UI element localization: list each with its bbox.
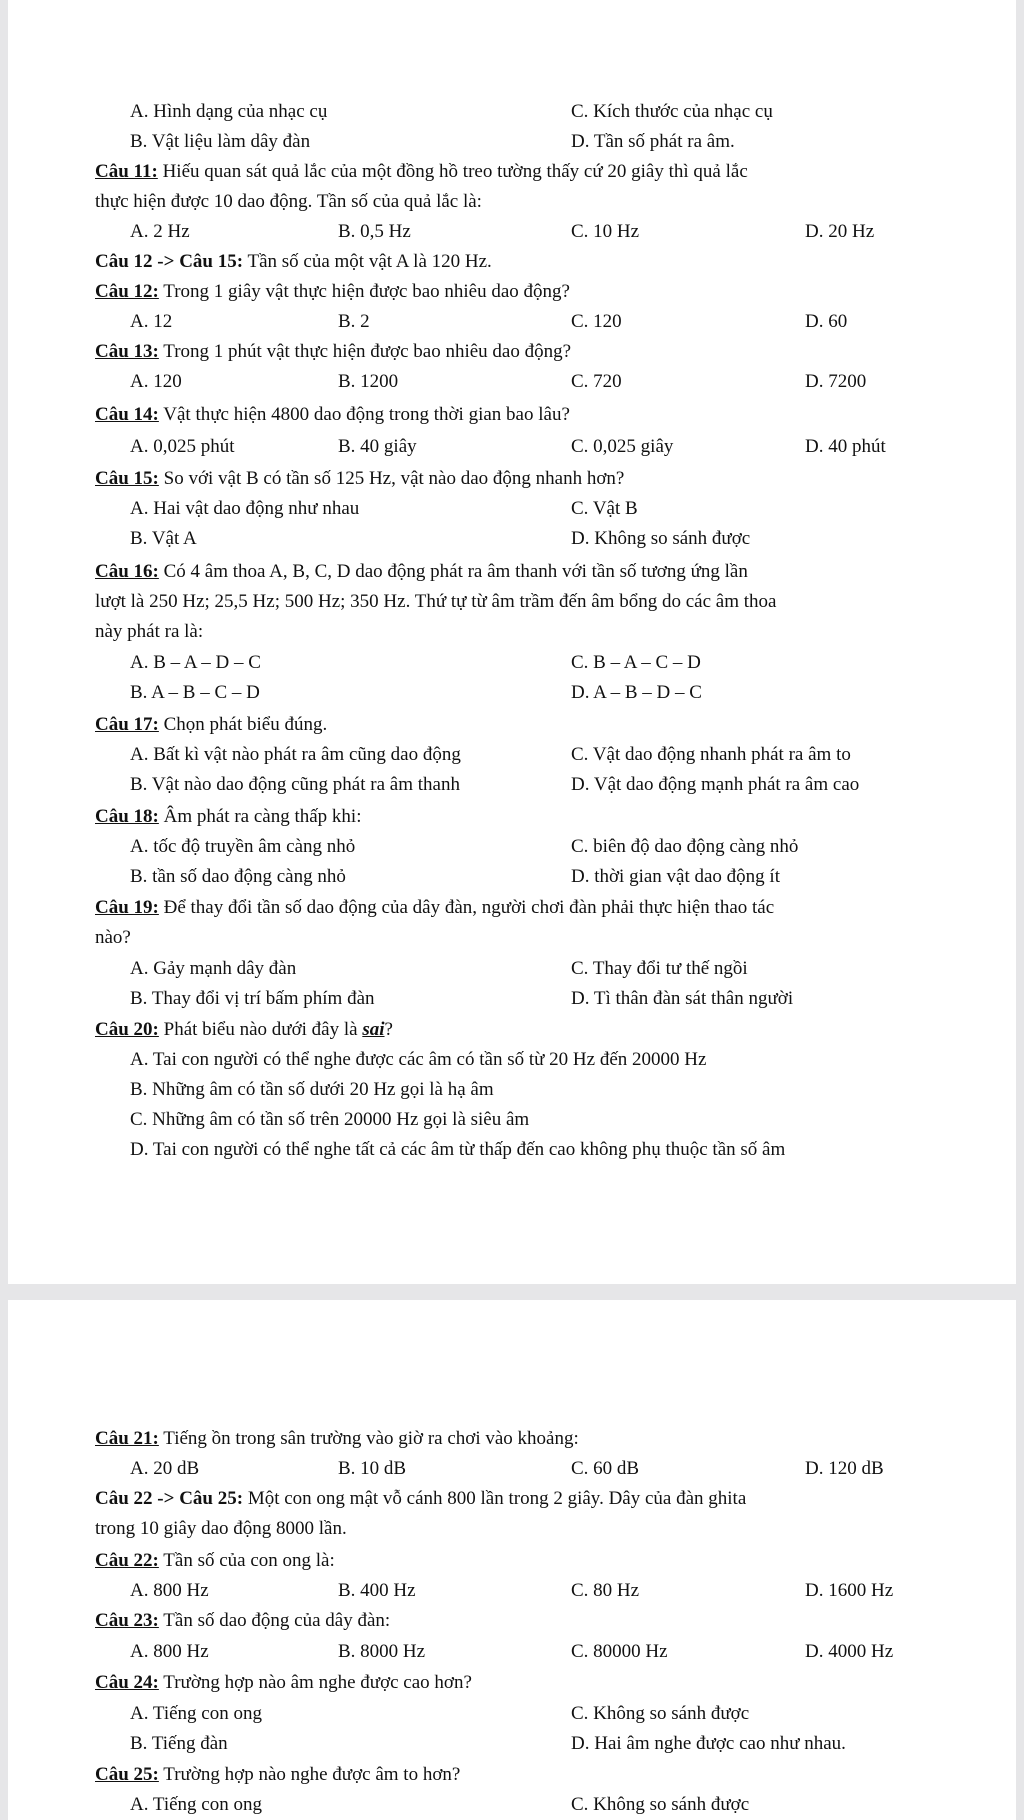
- option-c: C. Không so sánh được: [571, 1703, 750, 1724]
- option-row: [8, 1790, 1016, 1820]
- option-a: A. 20 dB: [130, 1458, 200, 1479]
- question-18: [8, 802, 1016, 832]
- option-b: B. Tiếng đàn: [130, 1733, 228, 1754]
- question-text-end: ?: [384, 1019, 393, 1040]
- option-d: D. thời gian vật dao động ít: [571, 866, 780, 887]
- option-b: B. 8000 Hz: [338, 1641, 426, 1662]
- option-row: [8, 1637, 1016, 1667]
- option-b: B. 1200: [338, 371, 399, 392]
- question-text: nào?: [95, 927, 131, 948]
- option-d: D. 40 phút: [805, 436, 886, 457]
- question-text: lượt là 250 Hz; 25,5 Hz; 500 Hz; 350 Hz. Thứ tự từ âm trầm đến âm bổng do các âm thoa: [95, 591, 777, 612]
- document-page-2: [8, 1300, 1016, 1820]
- option-d: D. Tai con người có thể nghe tất cả các âm từ thấp đến cao không phụ thuộc tần số âm: [130, 1139, 786, 1160]
- option-d: D. A – B – D – C: [571, 682, 702, 703]
- option-row: [8, 1576, 1016, 1606]
- question-text: Vật thực hiện 4800 dao động trong thời gian bao lâu?: [158, 404, 570, 425]
- question-text: Tần số dao động của dây đàn:: [158, 1610, 391, 1631]
- option-c: C. Những âm có tần số trên 20000 Hz gọi là siêu âm: [130, 1109, 530, 1130]
- option-row: [8, 832, 1016, 862]
- question-text-continued: [8, 617, 1016, 647]
- option-b: B. 400 Hz: [338, 1580, 416, 1601]
- question-text-continued: [8, 1514, 1016, 1544]
- option-row: [8, 862, 1016, 892]
- option-row: [8, 367, 1016, 397]
- option-row: [8, 770, 1016, 800]
- option-c: C. 120: [571, 311, 622, 332]
- option-c: C. Không so sánh được: [571, 1794, 750, 1815]
- option-a: A. 2 Hz: [130, 221, 190, 242]
- question-text: Trong 1 phút vật thực hiện được bao nhiêu dao động?: [158, 341, 572, 362]
- question-19: [8, 893, 1016, 923]
- question-text: này phát ra là:: [95, 621, 204, 642]
- option-row: [8, 678, 1016, 708]
- question-text: Để thay đổi tần số dao động của dây đàn, người chơi đàn phải thực hiện thao tác: [158, 897, 775, 918]
- option-row: [8, 1699, 1016, 1729]
- option-a: A. Bất kì vật nào phát ra âm cũng dao động: [130, 744, 461, 765]
- option-row: [8, 1075, 1016, 1105]
- option-row: [8, 217, 1016, 247]
- question-13: [8, 337, 1016, 367]
- option-row: [8, 1454, 1016, 1484]
- question-23: [8, 1606, 1016, 1636]
- option-c: C. Kích thước của nhạc cụ: [571, 101, 773, 122]
- option-d: D. 60: [805, 311, 848, 332]
- question-label: Câu 23:: [95, 1610, 159, 1631]
- question-text: So với vật B có tần số 125 Hz, vật nào dao động nhanh hơn?: [158, 468, 625, 489]
- question-label: Câu 19:: [95, 897, 159, 918]
- option-a: A. Hình dạng của nhạc cụ: [130, 101, 328, 122]
- option-a: A. 120: [130, 371, 182, 392]
- question-range-label: Câu 12 -> Câu 15:: [95, 251, 244, 272]
- question-17: [8, 710, 1016, 740]
- question-22: [8, 1546, 1016, 1576]
- option-row: [8, 97, 1016, 127]
- option-d: D. Vật dao động mạnh phát ra âm cao: [571, 774, 860, 795]
- question-text: Trường hợp nào âm nghe được cao hơn?: [158, 1672, 472, 1693]
- question-label: Câu 16:: [95, 561, 159, 582]
- question-text: Một con ong mật vỗ cánh 800 lần trong 2 giây. Dây của đàn ghita: [243, 1488, 747, 1509]
- option-c: C. 0,025 giây: [571, 436, 674, 457]
- question-label: Câu 13:: [95, 341, 159, 362]
- option-d: D. Không so sánh được: [571, 528, 751, 549]
- question-15: [8, 464, 1016, 494]
- option-row: [8, 307, 1016, 337]
- option-row: [8, 954, 1016, 984]
- option-b: B. 40 giây: [338, 436, 417, 457]
- question-label: Câu 14:: [95, 404, 159, 425]
- option-d: D. 4000 Hz: [805, 1641, 894, 1662]
- option-b: B. A – B – C – D: [130, 682, 260, 703]
- question-14: [8, 400, 1016, 430]
- option-b: B. Vật A: [130, 528, 197, 549]
- question-20: [8, 1015, 1016, 1045]
- question-label: Câu 20:: [95, 1019, 159, 1040]
- option-d: D. Tần số phát ra âm.: [571, 131, 735, 152]
- option-d: D. 1600 Hz: [805, 1580, 894, 1601]
- option-b: B. 0,5 Hz: [338, 221, 411, 242]
- question-11: [8, 157, 1016, 187]
- question-text: Chọn phát biểu đúng.: [158, 714, 328, 735]
- question-24: [8, 1668, 1016, 1698]
- option-b: B. tần số dao động càng nhỏ: [130, 866, 346, 887]
- option-a: A. 0,025 phút: [130, 436, 235, 457]
- question-text: Tần số của một vật A là 120 Hz.: [243, 251, 492, 272]
- option-a: A. Tiếng con ong: [130, 1703, 262, 1724]
- option-d: D. Tì thân đàn sát thân người: [571, 988, 794, 1009]
- option-c: C. Vật B: [571, 498, 638, 519]
- option-c: C. Vật dao động nhanh phát ra âm to: [571, 744, 851, 765]
- option-row: [8, 127, 1016, 157]
- option-c: C. biên độ dao động càng nhỏ: [571, 836, 799, 857]
- option-row: [8, 1729, 1016, 1759]
- question-text: Trường hợp nào nghe được âm to hơn?: [158, 1764, 461, 1785]
- option-a: A. Tiếng con ong: [130, 1794, 262, 1815]
- option-row: [8, 1135, 1016, 1165]
- option-a: A. Tai con người có thể nghe được các âm có tần số từ 20 Hz đến 20000 Hz: [130, 1049, 707, 1070]
- option-c: C. 720: [571, 371, 622, 392]
- option-b: B. Thay đổi vị trí bấm phím đàn: [130, 988, 375, 1009]
- question-16: [8, 557, 1016, 587]
- option-c: C. 80 Hz: [571, 1580, 640, 1601]
- question-group-header: [8, 1484, 1016, 1514]
- option-row: [8, 432, 1016, 462]
- question-label: Câu 12:: [95, 281, 159, 302]
- question-text: Âm phát ra càng thấp khi:: [158, 806, 362, 827]
- option-row: [8, 740, 1016, 770]
- option-a: A. tốc độ truyền âm càng nhỏ: [130, 836, 356, 857]
- option-a: A. 800 Hz: [130, 1580, 209, 1601]
- question-range-label: Câu 22 -> Câu 25:: [95, 1488, 244, 1509]
- emphasis-word: sai: [362, 1019, 385, 1040]
- question-text: Trong 1 giây vật thực hiện được bao nhiêu dao động?: [158, 281, 570, 302]
- option-d: D. 7200: [805, 371, 867, 392]
- option-d: D. 20 Hz: [805, 221, 875, 242]
- option-c: C. 60 dB: [571, 1458, 640, 1479]
- option-c: C. 10 Hz: [571, 221, 640, 242]
- option-b: B. 2: [338, 311, 370, 332]
- question-label: Câu 24:: [95, 1672, 159, 1693]
- option-row: [8, 648, 1016, 678]
- option-b: B. 10 dB: [338, 1458, 407, 1479]
- question-label: Câu 22:: [95, 1550, 159, 1571]
- question-label: Câu 17:: [95, 714, 159, 735]
- option-a: A. Gảy mạnh dây đàn: [130, 958, 297, 979]
- option-b: B. Vật nào dao động cũng phát ra âm thanh: [130, 774, 460, 795]
- question-group-header: [8, 247, 1016, 277]
- question-text: Phát biểu nào dưới đây là: [158, 1019, 363, 1040]
- option-d: D. 120 dB: [805, 1458, 884, 1479]
- question-label: Câu 25:: [95, 1764, 159, 1785]
- question-text: Có 4 âm thoa A, B, C, D dao động phát ra âm thanh với tần số tương ứng lần: [158, 561, 748, 582]
- question-label: Câu 11:: [95, 161, 158, 182]
- option-row: [8, 1105, 1016, 1135]
- option-row: [8, 524, 1016, 554]
- option-d: D. Hai âm nghe được cao như nhau.: [571, 1733, 846, 1754]
- question-text: Hiếu quan sát quả lắc của một đồng hồ treo tường thấy cứ 20 giây thì quả lắc: [157, 161, 748, 182]
- question-label: Câu 18:: [95, 806, 159, 827]
- document-page-1: [8, 0, 1016, 1284]
- question-text: thực hiện được 10 dao động. Tần số của quả lắc là:: [95, 191, 482, 212]
- option-c: C. B – A – C – D: [571, 652, 701, 673]
- option-a: A. Hai vật dao động như nhau: [130, 498, 360, 519]
- option-c: C. Thay đổi tư thế ngồi: [571, 958, 748, 979]
- question-text: trong 10 giây dao động 8000 lần.: [95, 1518, 347, 1539]
- option-a: A. 800 Hz: [130, 1641, 209, 1662]
- option-row: [8, 1045, 1016, 1075]
- question-label: Câu 21:: [95, 1428, 159, 1449]
- question-text-continued: [8, 187, 1016, 217]
- question-25: [8, 1760, 1016, 1790]
- option-a: A. 12: [130, 311, 173, 332]
- question-text: Tiếng ồn trong sân trường vào giờ ra chơi vào khoảng:: [158, 1428, 579, 1449]
- option-c: C. 80000 Hz: [571, 1641, 668, 1662]
- option-row: [8, 984, 1016, 1014]
- question-21: [8, 1424, 1016, 1454]
- question-text: Tần số của con ong là:: [158, 1550, 335, 1571]
- question-text-continued: [8, 587, 1016, 617]
- question-12: [8, 277, 1016, 307]
- option-b: B. Vật liệu làm dây đàn: [130, 131, 311, 152]
- option-a: A. B – A – D – C: [130, 652, 261, 673]
- question-label: Câu 15:: [95, 468, 159, 489]
- option-b: B. Những âm có tần số dưới 20 Hz gọi là hạ âm: [130, 1079, 494, 1100]
- option-row: [8, 494, 1016, 524]
- question-text-continued: [8, 923, 1016, 953]
